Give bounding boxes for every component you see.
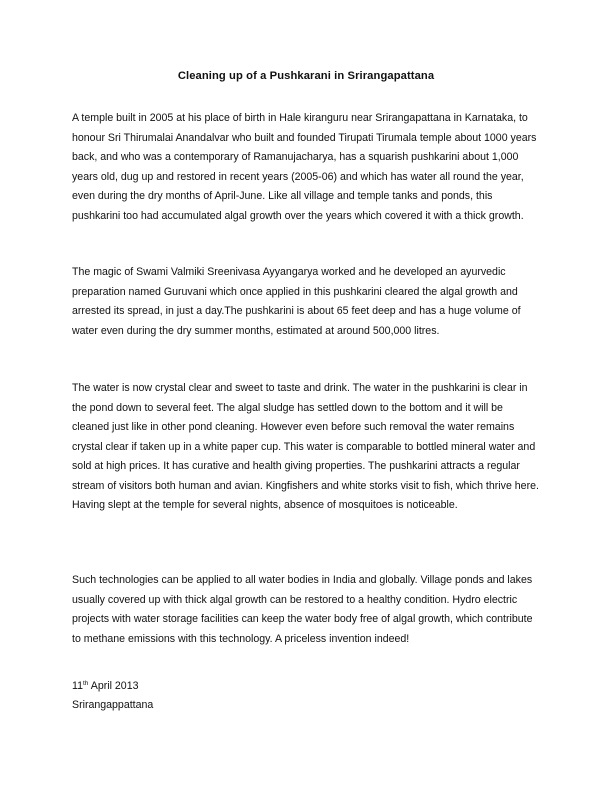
paragraph-3: The water is now crystal clear and sweet to taste and drink. The water in the pushkarini is clear in the pond down to several feet. The algal sludge has settled down to the bottom and it will be cleaned just like in other pond cleaning. However even before such removal the water remains crystal clear if taken up in a white paper cup. This water is comparable to bottled mineral water and sold at high prices. It has curative and health giving properties. The pushkarini attracts a regular stream of visitors both human and avian. Kingfishers and white storks visit to fish, which thrive here. Having slept at the temple for several nights, absence of mosquitoes is noticeable. [72, 382, 539, 511]
date-day: 11 [72, 680, 83, 692]
paragraph-1: A temple built in 2005 at his place of birth in Hale kiranguru near Srirangapattana in Karnataka, to honour Sri Thirumalai Anandalvar who built and founded Tirupati Tirumala temple about 1000 years back, and who was a contemporary of Ramanujacharya, has a squarish pushkarini about 1,000 years old, dug up and restored in recent years (2005-06) and which has water all round the year, even during the dry months of April-June. Like all village and temple tanks and ponds, this pushkarini too had accumulated algal growth over the years which covered it with a thick growth. [72, 112, 537, 222]
paragraph-4: Such technologies can be applied to all water bodies in India and globally. Village ponds and lakes usually covered up with thick algal growth can be restored to a healthy condition. Hydro electric projects with water storage facilities can keep the water body free of algal growth, which contribute to methane emissions with this technology. A priceless invention indeed! [72, 574, 533, 645]
date-suffix: th [83, 680, 89, 687]
document-place: Srirangappattana [72, 699, 154, 711]
date-rest: April 2013 [88, 680, 139, 692]
document-date [72, 679, 138, 693]
paragraph-2: The magic of Swami Valmiki Sreenivasa Ayyangarya worked and he developed an ayurvedic preparation named Guruvani which once applied in this pushkarini cleared the algal growth and arrested its spread, in just a day.The pushkarini is about 65 feet deep and has a huge volume of water even during the dry summer months, estimated at around 500,000 litres. [72, 266, 521, 337]
document-title: Cleaning up of a Pushkarani in Srirangapattana [177, 70, 435, 82]
